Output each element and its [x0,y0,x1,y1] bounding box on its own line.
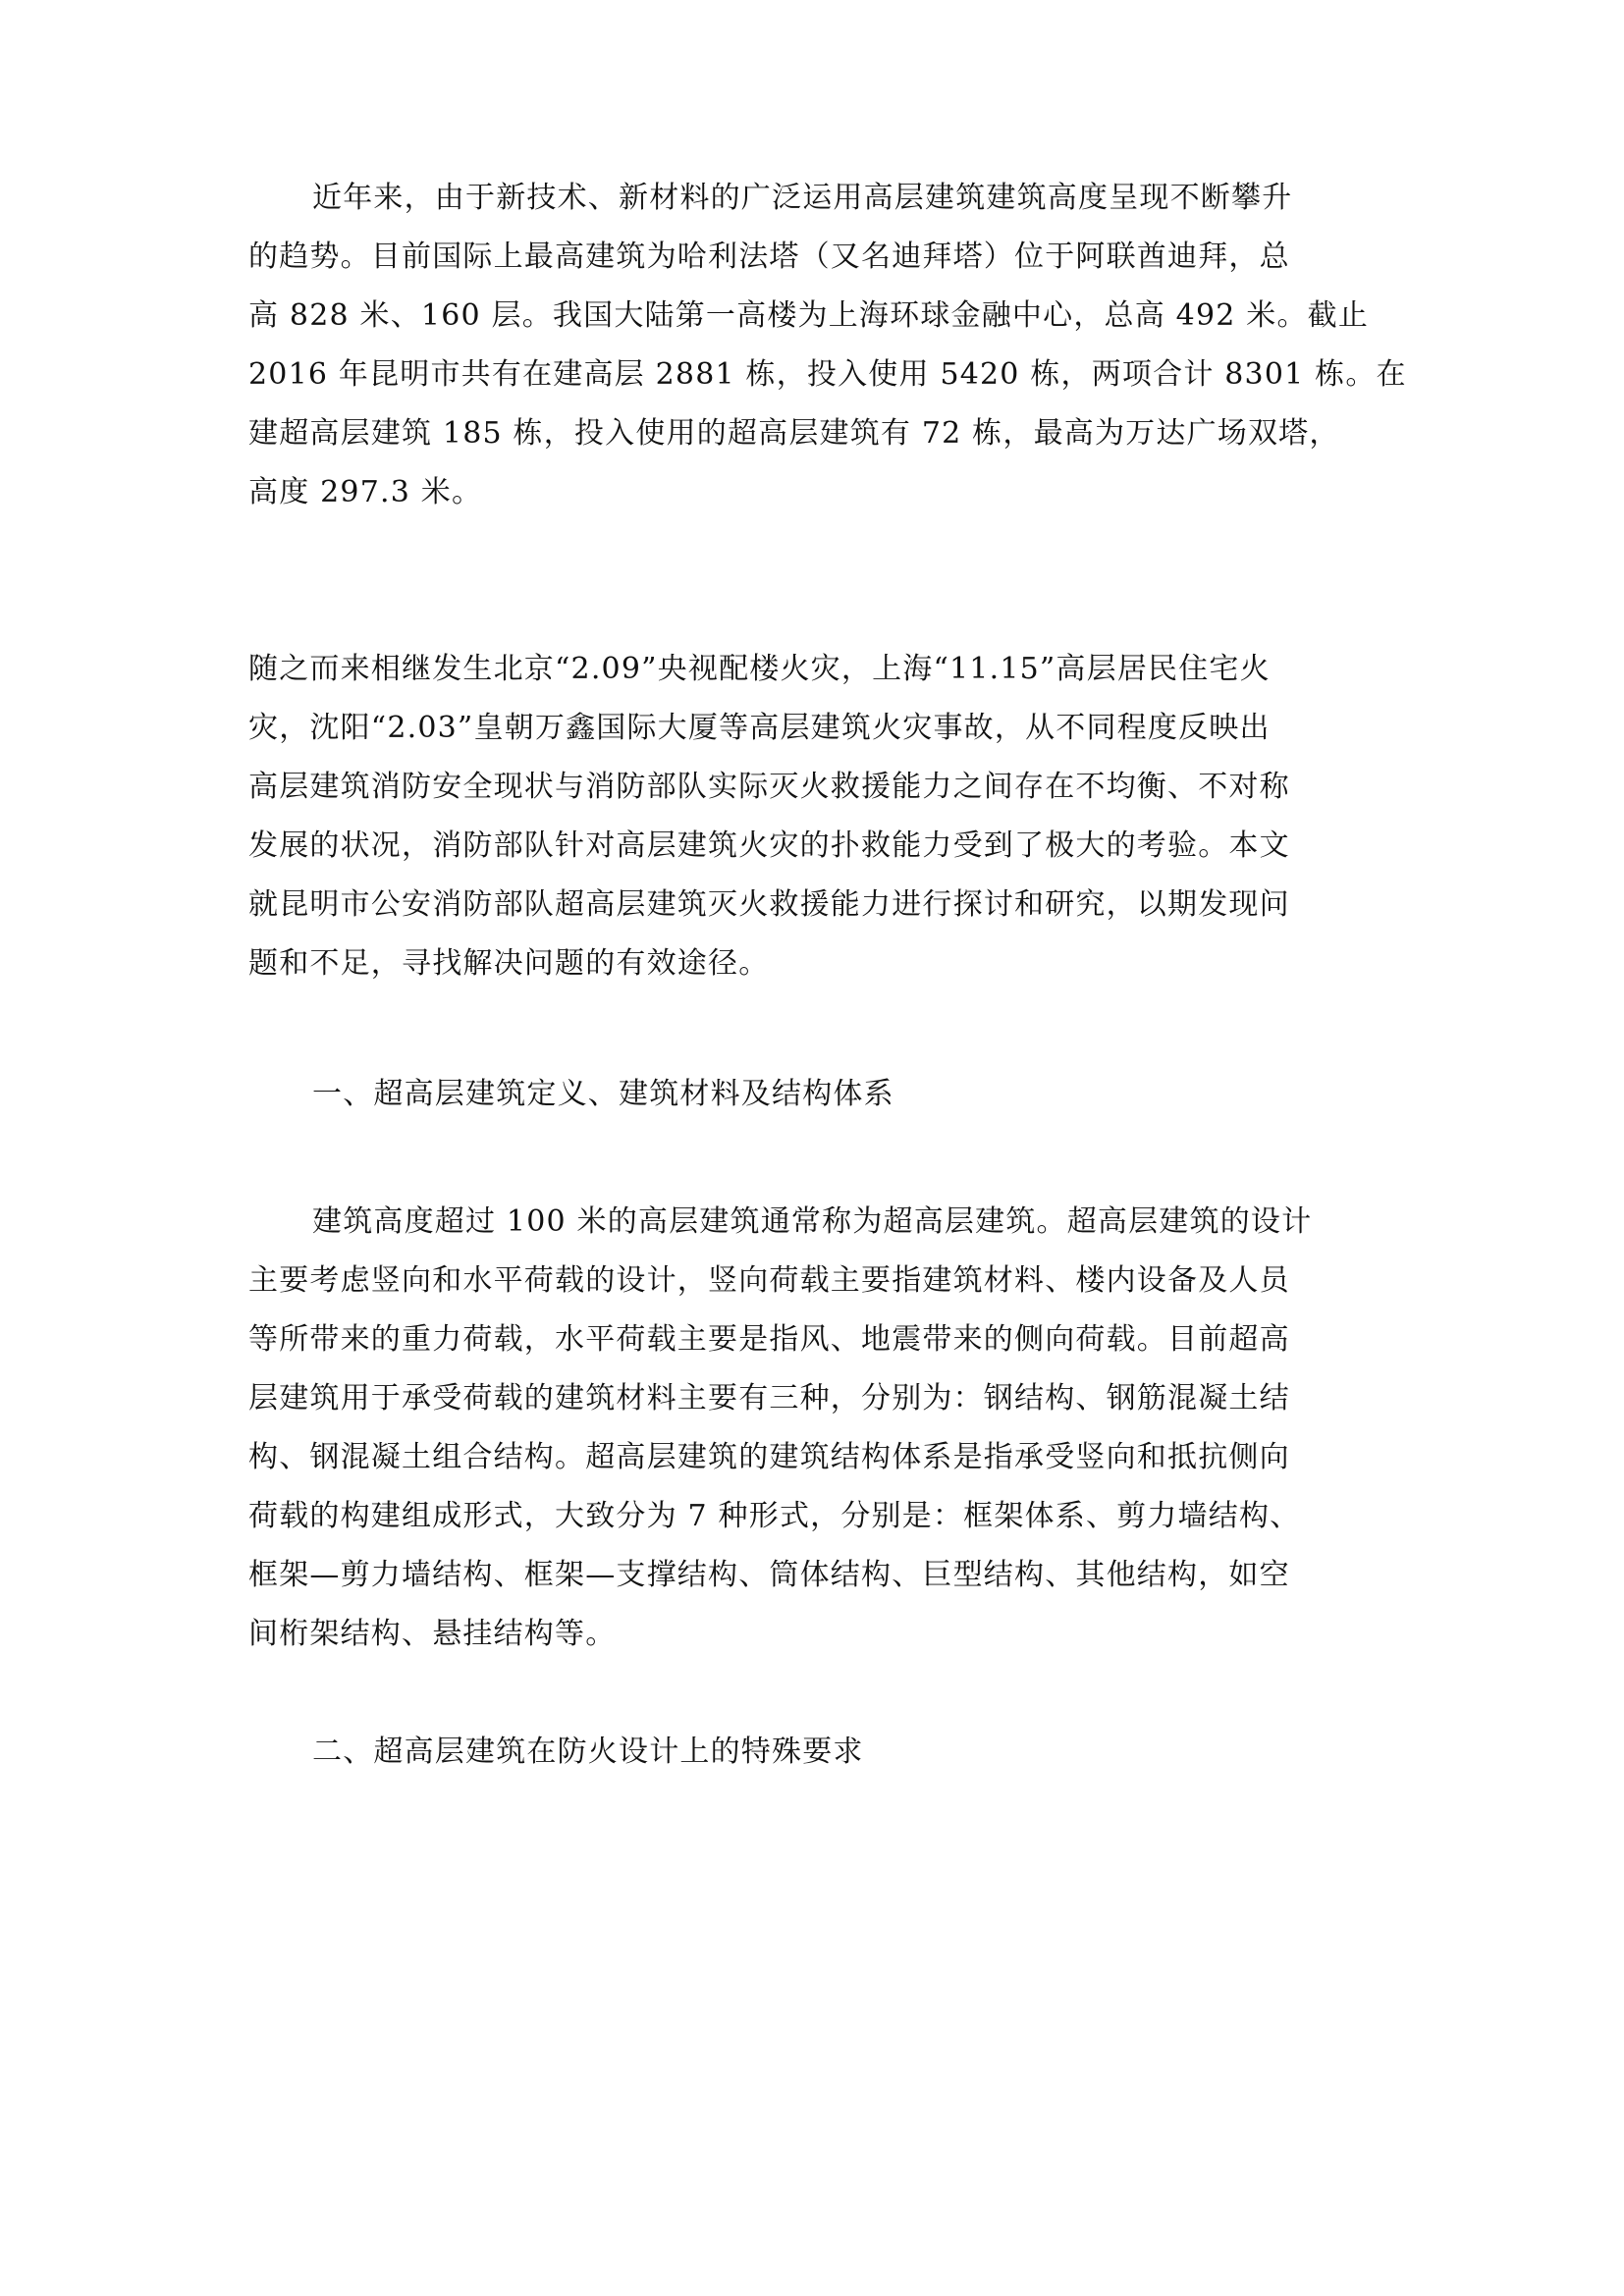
text-line: 的趋势。目前国际上最高建筑为哈利法塔（又名迪拜塔）位于阿联酋迪拜，总 [248,240,1290,274]
heading-text: 二、超高层建筑在防火设计上的特殊要求 [312,1735,864,1769]
text-line: 构、钢混凝土组合结构。超高层建筑的建筑结构体系是指承受竖向和抵抗侧向 [248,1440,1290,1474]
text-line: 等所带来的重力荷载，水平荷载主要是指风、地震带来的侧向荷载。目前超高 [248,1322,1290,1357]
text-line: 发展的状况，消防部队针对高层建筑火灾的扑救能力受到了极大的考验。本文 [248,828,1290,863]
text-line: 就昆明市公安消防部队超高层建筑灭火救援能力进行探讨和研究，以期发现问 [248,887,1290,922]
text-line: 灾，沈阳“2.03”皇朝万鑫国际大厦等高层建筑火灾事故，从不同程度反映出 [248,711,1271,745]
text-line: 建超高层建筑 185 栋，投入使用的超高层建筑有 72 栋，最高为万达广场双塔， [248,416,1340,451]
text-line: 题和不足，寻找解决问题的有效途径。 [248,946,770,981]
text-line: 高 828 米、160 层。我国大陆第一高楼为上海环球金融中心，总高 492 米。截止 [248,298,1370,333]
text-line: 建筑高度超过 100 米的高层建筑通常称为超高层建筑。超高层建筑的设计 [312,1204,1313,1239]
text-line: 框架—剪力墙结构、框架—支撑结构、筒体结构、巨型结构、其他结构，如空 [248,1558,1290,1592]
text-line: 近年来，由于新技术、新材料的广泛运用高层建筑建筑高度呈现不断攀升 [312,181,1293,215]
text-line: 层建筑用于承受荷载的建筑材料主要有三种，分别为：钢结构、钢筋混凝土结 [248,1381,1290,1415]
text-line: 高度 297.3 米。 [248,475,483,509]
heading-text: 一、超高层建筑定义、建筑材料及结构体系 [312,1077,894,1111]
text-line: 间桁架结构、悬挂结构等。 [248,1617,617,1651]
text-line: 高层建筑消防安全现状与消防部队实际灭火救援能力之间存在不均衡、不对称 [248,770,1290,804]
text-line: 主要考虑竖向和水平荷载的设计，竖向荷载主要指建筑材料、楼内设备及人员 [248,1263,1290,1298]
text-line: 随之而来相继发生北京“2.09”央视配楼火灾，上海“11.15”高层居民住宅火 [248,652,1271,686]
text-line: 2016 年昆明市共有在建高层 2881 栋，投入使用 5420 栋，两项合计 8301 栋。在 [248,357,1407,392]
text-line: 荷载的构建组成形式，大致分为 7 种形式，分别是：框架体系、剪力墙结构、 [248,1499,1301,1533]
